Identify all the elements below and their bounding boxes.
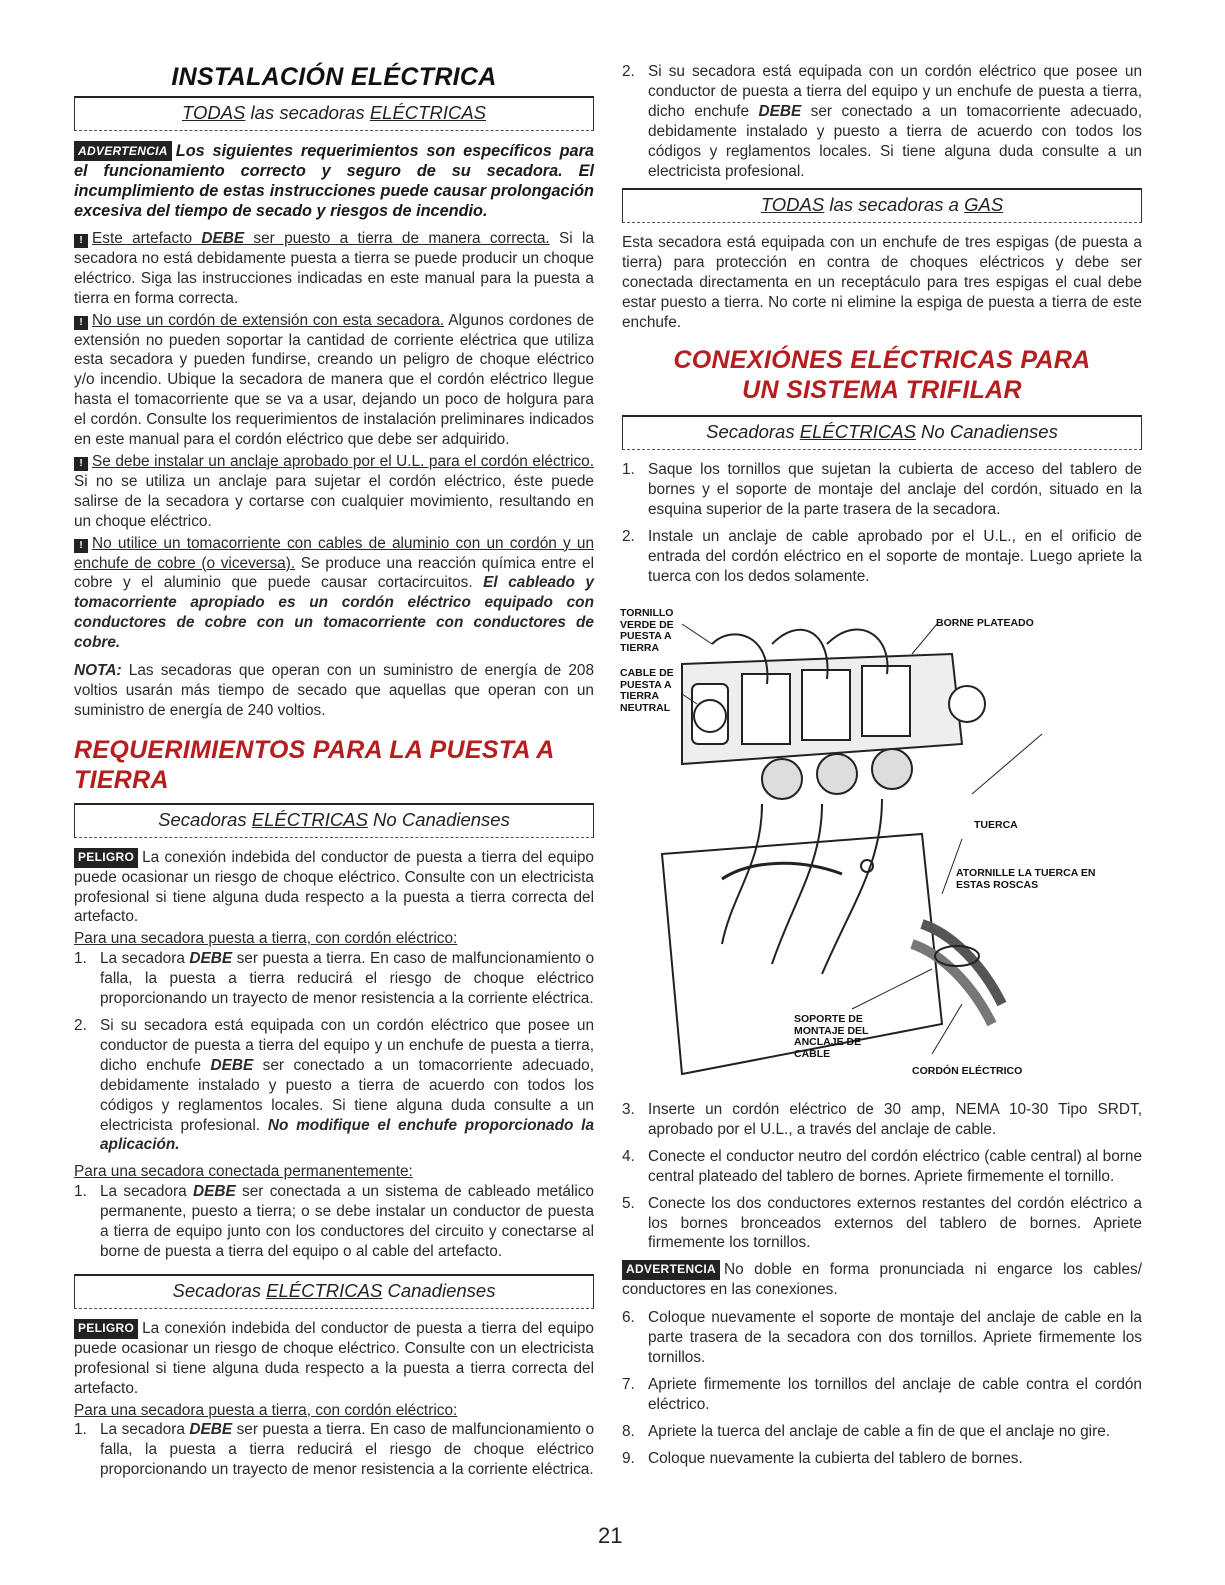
p2-b: Algunos cordones de extensión no pueden soportar la cantidad de corriente eléctrica que utiliza esta secadora y pueden fundirse, creando un peligro de choque eléctrico y/o incendio. Ubique la secadora de manera que el cordón eléctrico llegue hasta el tomacorriente que se va a usar, dejando un poco de holgura para el cordón. Consulte los requerimientos de instalación preliminares indicados en este manual para el cordón eléctrico que debe ser adquirido. [74, 311, 594, 449]
warning-triangle-icon: ! [74, 457, 88, 471]
list-item: 2. Instale un anclaje de cable aprobado por el U.L., en el orificio de entrada del cordón eléctrico en el soporte de montaje. Luego apriete la tuerca con los dedos solamente. [622, 527, 1142, 585]
section-title: INSTALACIÓN ELÉCTRICA [171, 63, 497, 91]
subheading-permanent: Para una secadora conectada permanentemente: [74, 1163, 413, 1181]
danger-text: La conexión indebida del conductor de puesta a tierra del equipo puede ocasionar un riesgo de choque eléctrico. Consulte con un electricista profesional si tiene alguna duda respecto a la puesta a tierra correcta del artefacto. [74, 848, 594, 926]
box-c-u: ELÉCTRICAS [266, 1279, 383, 1301]
warning-bend-text: No doble en forma pronunciada ni engarce los cables/ conductores en las conexiones. [622, 1261, 1142, 1299]
connection-steps-b [622, 1100, 1142, 1253]
list-item: 9. Coloque nuevamente la cubierta del tablero de bornes. [622, 1449, 1023, 1467]
paragraph-anchor [74, 452, 594, 532]
heading-grounding: REQUERIMIENTOS PARA LA PUESTA A TIERRA [74, 735, 554, 794]
p1-a: Este artefacto [92, 230, 202, 247]
page-number: 21 [598, 1523, 623, 1548]
heading-connections-2: UN SISTEMA TRIFILAR [742, 375, 1022, 404]
terminal-block-diagram [622, 604, 1142, 1088]
nota [74, 661, 594, 721]
p4-c: El cableado y tomacorriente apropiado es un cordón eléctrico equipado con conductores de cobre con un tomacorriente con conductores de cobre. [74, 574, 594, 652]
left-column [74, 62, 594, 1487]
paragraph-extension [74, 311, 594, 450]
warning-triangle-icon: ! [74, 316, 88, 330]
p1-d: Si la secadora no está debidamente puesta a tierra se puede producir un choque eléctrico. Siga las instrucciones indicadas en este manual para la puesta a tierra en forma correcta. [74, 230, 594, 307]
list-item: 8. Apriete la tuerca del anclaje de cable a fin de que el anclaje no gire. [622, 1422, 1111, 1440]
list-item: 2. Si su secadora está equipada con un cordón eléctrico que posee un conductor de puesta a tierra del equipo y un enchufe de puesta a tierra, dicho enchufe DEBE ser conectado a un tomacorriente adecuado, debidamente instalado y puesto a tierra de acuerdo con todos los códigos y reglamentos locales. Si tiene alguna duda consulte a un electricista profesional. [622, 63, 1142, 180]
warning-triangle-icon: ! [74, 539, 88, 553]
list-item: 3. Inserte un cordón eléctrico de 30 amp, NEMA 10-30 Tipo SRDT, aprobado por el U.L., a través del anclaje de cable. [622, 1101, 1142, 1138]
danger-badge: PELIGRO [74, 848, 138, 868]
heading-connections-1: CONEXIÓNES ELÉCTRICAS PARA [673, 345, 1091, 374]
list-item: 2. Si su secadora está equipada con un cordón eléctrico que posee un conductor de puesta a tierra del equipo y un enchufe de puesta a tierra, dicho enchufe DEBE ser conectado a un tomacorriente adecuado, debidamente instalado y puesto a tierra de acuerdo con todos los códigos y reglamentos locales. Si tiene alguna duda consulte a un electricista profesional. No modifique el enchufe proporcionado la aplicación. [74, 1017, 595, 1154]
paragraph-aluminum [74, 534, 594, 653]
list-item: 1. La secadora DEBE ser puesta a tierra. En caso de malfuncionamiento o falla, la puesta a tierra reducirá el riesgo de choque eléctrico proporcionando un trayecto de menor resistencia a la corriente eléctrica. [74, 950, 594, 1008]
right-column [622, 62, 1142, 593]
box-nc-pre: Secadoras [158, 808, 252, 830]
label-neutral-cable: CABLE DE PUESTA A TIERRA NEUTRAL [620, 667, 674, 714]
danger-badge: PELIGRO [74, 1319, 138, 1339]
box-all-pre: TODAS [181, 102, 246, 123]
label-mount-bracket: SOPORTE DE MONTAJE DEL ANCLAJE DE CABLE [794, 1013, 869, 1060]
connection-steps-a [622, 460, 1142, 586]
canadian-steps [74, 1420, 594, 1480]
gas-paragraph: Esta secadora está equipada con un enchufe de tres espigas (de puesta a tierra) para protección en contra de choques eléctricos y debe ser conectada directamenta en un receptáculo para tres espigas el cual debe estar puesto a tierra. No corte ni elimine la espiga de puesta a tierra de este enchufe. [622, 234, 1142, 332]
warning-intro [74, 141, 594, 221]
box-non-canadian [74, 803, 594, 838]
warning-badge: ADVERTENCIA [74, 141, 172, 161]
box-gas-post: las secadoras a [824, 194, 965, 216]
grounded-steps [74, 949, 594, 1155]
danger-paragraph-2 [74, 1319, 594, 1399]
nota-label: NOTA: [74, 662, 122, 680]
box-gas-u: GAS [964, 194, 1004, 216]
right-column-bottom [622, 1100, 1142, 1476]
box-gas [622, 188, 1142, 223]
subheading-grounded-2: Para una secadora puesta a tierra, con cordón eléctrico: [74, 1401, 458, 1419]
warning-bend [622, 1260, 1142, 1300]
list-item: 1. Saque los tornillos que sujetan la cubierta de acceso del tablero de bornes y el soporte de montaje del anclaje del cordón, situado en la esquina superior de la parte trasera de la secadora. [622, 460, 1142, 518]
connection-steps-c [622, 1308, 1142, 1468]
warning-badge: ADVERTENCIA [622, 1260, 720, 1280]
box-all-mid: las secadoras [245, 102, 370, 123]
label-nut: TUERCA [974, 819, 1018, 831]
box-nc-post: No Canadienses [367, 808, 510, 830]
box-c-post: Canadienses [382, 1279, 496, 1301]
box-nc-u: ELÉCTRICAS [251, 808, 368, 830]
label-green-screw: TORNILLO VERDE DE PUESTA A TIERRA [620, 607, 674, 654]
nota-text: Las secadoras que operan con un suministro de energía de 208 voltios usarán más tiempo de secado que aquellas que operan con un suministro de energía de 240 voltios. [74, 662, 594, 719]
label-silver-terminal: BORNE PLATEADO [936, 617, 1034, 629]
warning-triangle-icon: ! [74, 234, 88, 248]
label-power-cord: CORDÓN ELÉCTRICO [912, 1065, 1023, 1077]
list-item: 7. Apriete firmemente los tornillos del anclaje de cable contra el cordón eléctrico. [622, 1375, 1142, 1413]
p2-a: No use un cordón de extensión con esta secadora. [92, 311, 445, 329]
gas-prelude-steps [622, 62, 1142, 181]
warning-intro-text: Los siguientes requerimientos son específicos para el funcionamiento correcto y seguro de su secadora. El incumplimiento de estas instrucciones puede causar prolongación excesiva del tiempo de secado y riesgos de incendio. [74, 142, 594, 220]
p1-c: ser puesto a tierra de manera correcta. [244, 230, 550, 247]
list-item: 1. La secadora DEBE ser conectada a un sistema de cableado metálico permanente, puesto a tierra; o se debe instalar un conductor de puesta a tierra de equipo junto con los conductores del circuito y conectarse al borne de puesta a tierra del equipo o al cable del artefacto. [74, 1183, 594, 1260]
danger-paragraph [74, 848, 594, 928]
box-gas-pre: TODAS [760, 194, 825, 216]
p4-a: No utilice un tomacorriente con cables de aluminio con un cordón y un enchufe de cobre (o viceversa). [74, 534, 594, 572]
p3-b: Si no se utiliza un anclaje para sujetar el cordón eléctrico, éste puede salirse de la secadora y cortarse con cualquier movimiento, resultando en un choque eléctrico. [74, 472, 594, 530]
box-c-pre: Secadoras [172, 1279, 267, 1301]
list-item: 1. La secadora DEBE ser puesta a tierra. En caso de malfuncionamiento o falla, la puesta a tierra reducirá el riesgo de choque eléctrico proporcionando un trayecto de menor resistencia a la corriente eléctrica. [74, 1421, 594, 1479]
permanent-steps [74, 1182, 594, 1262]
p4-b: Se produce una reacción química entre el cobre y el aluminio que puede causar cortacircuitos. [74, 554, 594, 592]
paragraph-ground [74, 229, 594, 309]
box-all-electric [74, 96, 594, 131]
box-all-post: ELÉCTRICAS [369, 102, 486, 123]
box-non-canadian-right: Secadoras ELÉCTRICAS No Canadienses [622, 415, 1142, 450]
list-item: 6. Coloque nuevamente el soporte de montaje del anclaje de cable en la parte trasera de la secadora con dos tornillos. Apriete firmemente los tornillos. [622, 1309, 1142, 1366]
p3-a: Se debe instalar un anclaje aprobado por el U.L. para el cordón eléctrico. [92, 452, 594, 470]
list-item: 5. Conecte los dos conductores externos restantes del cordón eléctrico a los bornes bronceados externos del tablero de bornes. Apriete firmemente los tornillos. [622, 1194, 1142, 1252]
p1-b: DEBE [201, 230, 245, 247]
subheading-grounded: Para una secadora puesta a tierra, con cordón eléctrico: [74, 930, 458, 948]
box-canadian [74, 1274, 594, 1309]
danger2-text: La conexión indebida del conductor de puesta a tierra del equipo puede ocasionar un riesgo de choque eléctrico. Consulte con un electricista profesional si tiene alguna duda respecto a la puesta a tierra correcta del artefacto. [74, 1319, 594, 1397]
label-screw-nut: ATORNILLE LA TUERCA EN ESTAS ROSCAS [956, 867, 1096, 891]
list-item: 4. Conecte el conductor neutro del cordón eléctrico (cable central) al borne central plateado del tablero de bornes. Apriete firmemente el tornillo. [622, 1147, 1142, 1185]
